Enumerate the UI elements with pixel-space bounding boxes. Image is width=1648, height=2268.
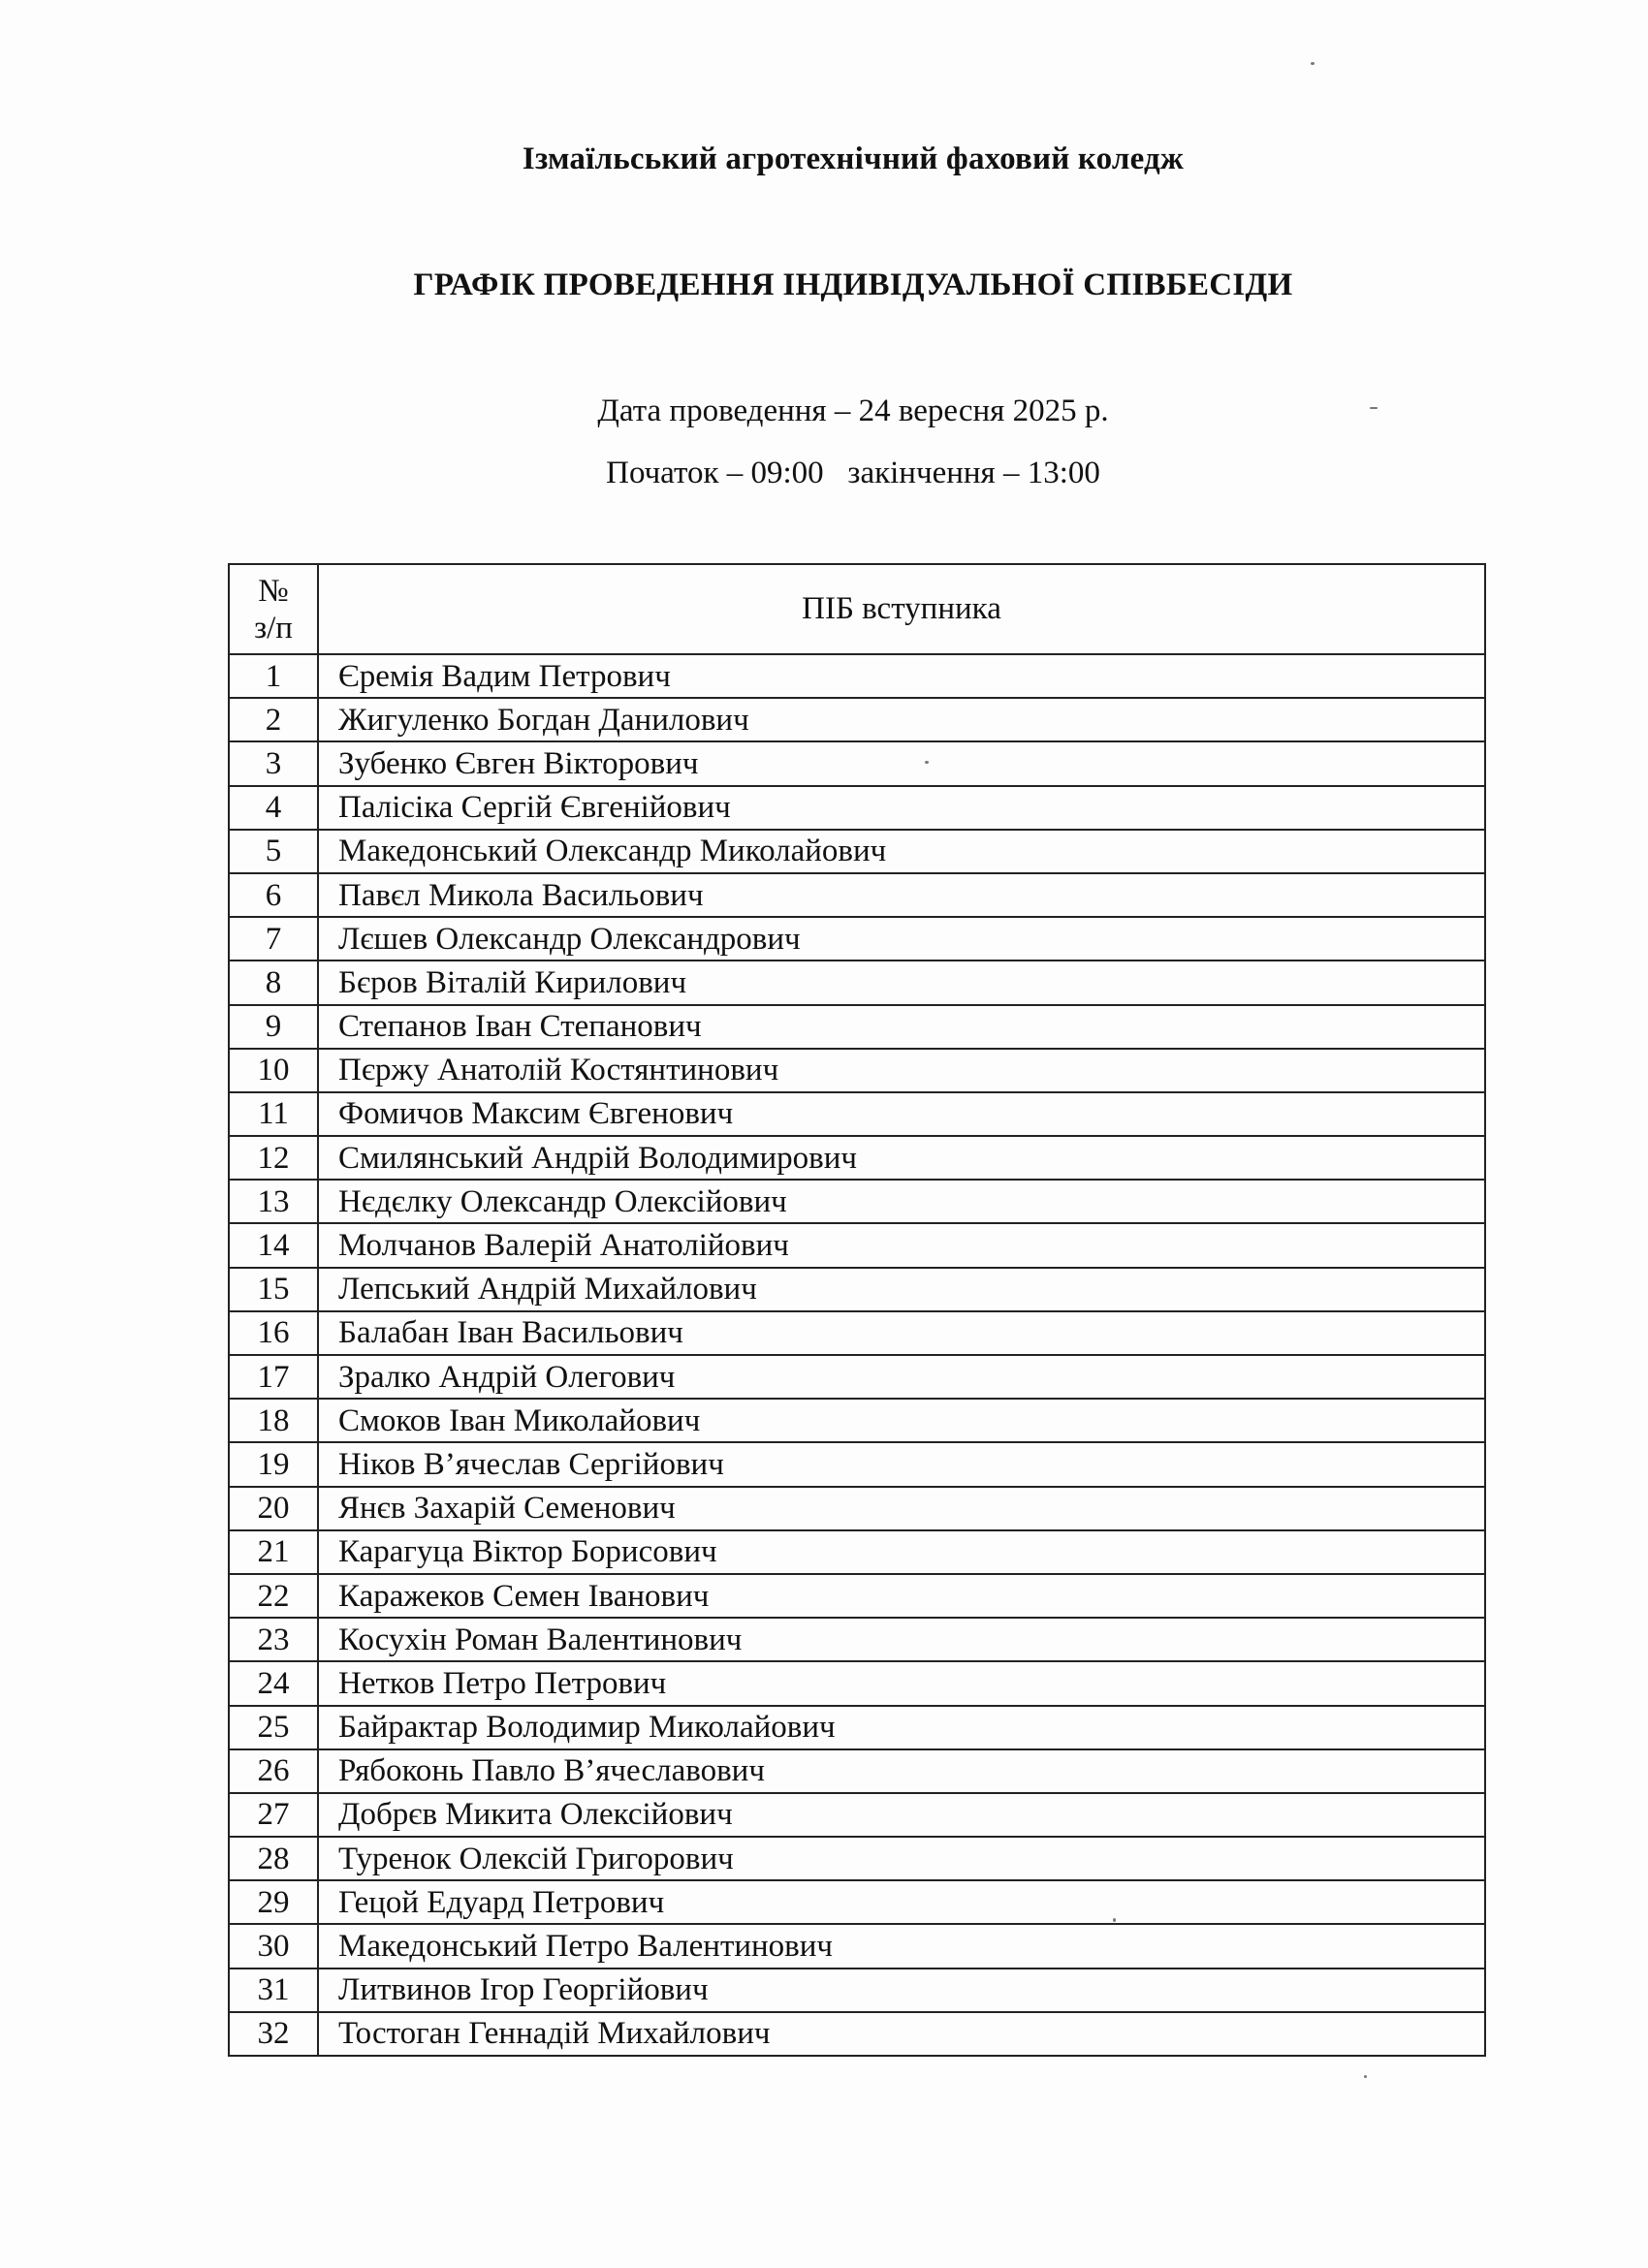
table-row: [229, 1969, 1485, 2012]
college-name: Ізмаїльський агротехнічний фаховий коледж: [522, 142, 1185, 176]
table-row: [229, 1355, 1485, 1399]
applicant-name: Смоков Іван Миколайович: [318, 1399, 1485, 1442]
row-number: 4: [229, 786, 318, 830]
table-row: [229, 1223, 1485, 1267]
table-row: [229, 698, 1485, 741]
applicant-name: Добрєв Микита Олексійович: [318, 1793, 1485, 1837]
applicants-table: [228, 563, 1486, 2057]
row-number: 16: [229, 1311, 318, 1355]
header-number-sign: №: [258, 573, 289, 609]
table-row: [229, 1487, 1485, 1530]
applicant-name: Смилянський Андрій Володимирович: [318, 1136, 1485, 1180]
document-title: ГРАФІК ПРОВЕДЕННЯ ІНДИВІДУАЛЬНОЇ СПІВБЕСІДИ: [413, 268, 1293, 302]
table-row: [229, 1442, 1485, 1486]
applicant-name: Степанов Іван Степанович: [318, 1005, 1485, 1049]
applicant-name: Нєдєлку Олександр Олексійович: [318, 1180, 1485, 1223]
row-number: 15: [229, 1268, 318, 1311]
row-number: 18: [229, 1399, 318, 1442]
table-body: [229, 654, 1485, 2056]
applicant-name: Фомичов Максим Євгенович: [318, 1092, 1485, 1136]
applicant-name: Македонський Олександр Миколайович: [318, 830, 1485, 873]
applicant-name: Павєл Микола Васильович: [318, 873, 1485, 917]
table-row: [229, 1661, 1485, 1705]
row-number: 25: [229, 1706, 318, 1749]
scan-speck: [1311, 62, 1315, 65]
applicant-name: Бєров Віталій Кирилович: [318, 961, 1485, 1004]
applicant-name: Каражеков Семен Іванович: [318, 1574, 1485, 1618]
row-number: 14: [229, 1223, 318, 1267]
row-number: 22: [229, 1574, 318, 1618]
row-number: 26: [229, 1749, 318, 1793]
scan-speck: [925, 761, 929, 764]
applicant-name: Зралко Андрій Олегович: [318, 1355, 1485, 1399]
row-number: 8: [229, 961, 318, 1004]
table-row: [229, 1268, 1485, 1311]
row-number: 11: [229, 1092, 318, 1136]
row-number: 6: [229, 873, 318, 917]
table-row: [229, 1180, 1485, 1223]
row-number: 5: [229, 830, 318, 873]
table-row: [229, 1530, 1485, 1574]
applicant-name: Косухін Роман Валентинович: [318, 1618, 1485, 1661]
header-number: [229, 564, 318, 654]
applicant-name: Байрактар Володимир Миколайович: [318, 1706, 1485, 1749]
row-number: 7: [229, 917, 318, 961]
applicant-name: Балабан Іван Васильович: [318, 1311, 1485, 1355]
scan-speck: [1370, 407, 1378, 409]
applicant-name: Рябоконь Павло В’ячеславович: [318, 1749, 1485, 1793]
table-row: [229, 1049, 1485, 1092]
table-row: [229, 1924, 1485, 1968]
time-line: [0, 456, 1648, 491]
row-number: 12: [229, 1136, 318, 1180]
applicant-name: Єремія Вадим Петрович: [318, 654, 1485, 698]
row-number: 20: [229, 1487, 318, 1530]
header-number-label: з/п: [254, 610, 293, 646]
scan-speck: [1364, 2075, 1367, 2078]
applicant-name: Гецой Едуард Петрович: [318, 1880, 1485, 1924]
row-number: 13: [229, 1180, 318, 1223]
time-start: Початок – 09:00: [606, 456, 824, 490]
table-row: [229, 917, 1485, 961]
applicant-name: Карагуца Віктор Борисович: [318, 1530, 1485, 1574]
applicant-name: Ніков В’ячеслав Сергійович: [318, 1442, 1485, 1486]
table-row: [229, 1749, 1485, 1793]
applicant-name: Лєшев Олександр Олександрович: [318, 917, 1485, 961]
row-number: 32: [229, 2012, 318, 2056]
date-line: Дата проведення – 24 вересня 2025 р.: [597, 394, 1109, 428]
row-number: 29: [229, 1880, 318, 1924]
row-number: 28: [229, 1837, 318, 1880]
row-number: 2: [229, 698, 318, 741]
table-row: [229, 1618, 1485, 1661]
table-row: [229, 961, 1485, 1004]
table-row: [229, 1793, 1485, 1837]
applicant-name: Нетков Петро Петрович: [318, 1661, 1485, 1705]
table-row: [229, 786, 1485, 830]
row-number: 9: [229, 1005, 318, 1049]
applicant-name: Литвинов Ігор Георгійович: [318, 1969, 1485, 2012]
table-row: [229, 1092, 1485, 1136]
table-header-row: [229, 564, 1485, 654]
applicant-name: Пєржу Анатолій Костянтинович: [318, 1049, 1485, 1092]
row-number: 21: [229, 1530, 318, 1574]
time-end: закінчення – 13:00: [847, 456, 1100, 490]
applicant-name: Жигуленко Богдан Данилович: [318, 698, 1485, 741]
scan-speck: [1113, 1918, 1116, 1922]
table-row: [229, 873, 1485, 917]
row-number: 24: [229, 1661, 318, 1705]
table-row: [229, 1837, 1485, 1880]
applicant-name: Янєв Захарій Семенович: [318, 1487, 1485, 1530]
table-row: [229, 1574, 1485, 1618]
table-row: [229, 1005, 1485, 1049]
table-row: [229, 1136, 1485, 1180]
applicant-name: Македонський Петро Валентинович: [318, 1924, 1485, 1968]
applicant-name: Лепський Андрій Михайлович: [318, 1268, 1485, 1311]
applicant-name: Зубенко Євген Вікторович: [318, 741, 1485, 785]
row-number: 17: [229, 1355, 318, 1399]
applicant-name: Туренок Олексій Григорович: [318, 1837, 1485, 1880]
row-number: 1: [229, 654, 318, 698]
row-number: 27: [229, 1793, 318, 1837]
table-row: [229, 1399, 1485, 1442]
table-row: [229, 741, 1485, 785]
table-row: [229, 2012, 1485, 2056]
row-number: 3: [229, 741, 318, 785]
row-number: 23: [229, 1618, 318, 1661]
row-number: 30: [229, 1924, 318, 1968]
row-number: 31: [229, 1969, 318, 2012]
header-name: ПІБ вступника: [318, 564, 1485, 654]
row-number: 19: [229, 1442, 318, 1486]
applicant-name: Молчанов Валерій Анатолійович: [318, 1223, 1485, 1267]
table-row: [229, 830, 1485, 873]
table-row: [229, 1311, 1485, 1355]
table-row: [229, 1706, 1485, 1749]
applicant-name: Тостоган Геннадій Михайлович: [318, 2012, 1485, 2056]
table-row: [229, 1880, 1485, 1924]
table-row: [229, 654, 1485, 698]
applicant-name: Палісіка Сергій Євгенійович: [318, 786, 1485, 830]
row-number: 10: [229, 1049, 318, 1092]
